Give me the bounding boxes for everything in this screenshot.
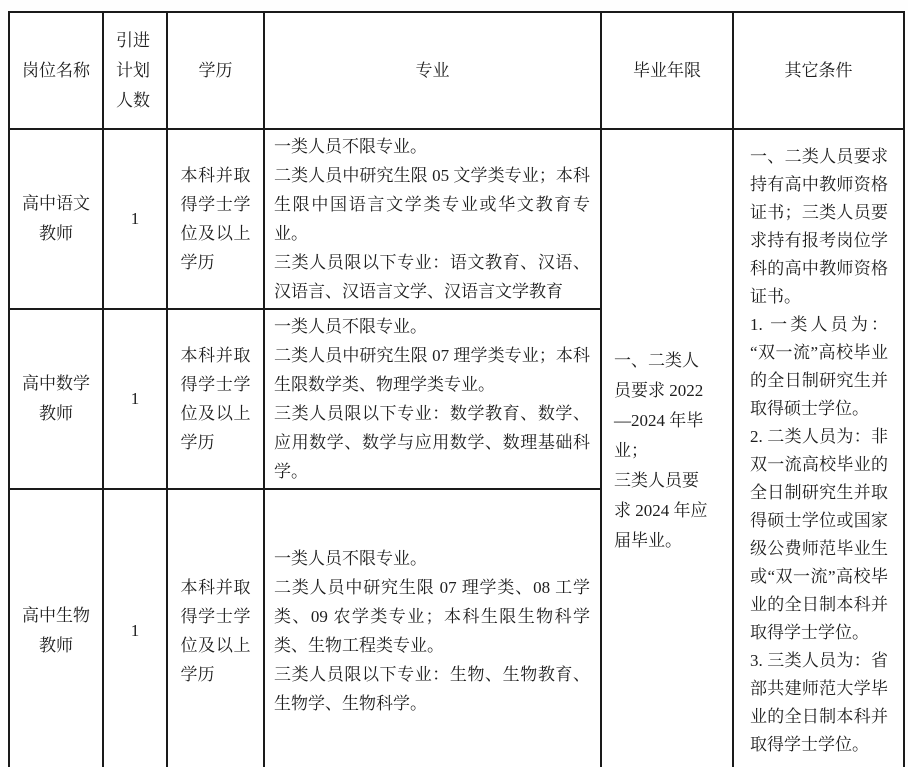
major-paragraph: 二类人员中研究生限 07 理学类、08 工学类、09 农学类专业；本科生限生物科学类、生物工程类专业。 [274, 577, 590, 655]
education-text: 本科并取得学士学位及以上学历 [180, 166, 251, 272]
major-paragraph: 三类人员限以下专业：数学教育、数学、应用数学、数学与应用数学、数理基础科学。 [274, 404, 590, 481]
header-education [167, 12, 264, 129]
plan-count-cell: 1 [103, 309, 167, 489]
plan-count-cell: 1 [103, 129, 167, 309]
position-label: 高中语文教师 [22, 194, 90, 243]
other-conditions-merged-cell [733, 129, 904, 767]
other-condition-paragraph: 2. 二类人员为：非双一流高校毕业的全日制研究生并取得硕士学位或国家级公费师范毕业生或“双一流”高校毕业的全日制本科并取得学士学位。 [750, 426, 888, 642]
major-paragraph: 一类人员不限专业。 [274, 548, 427, 568]
other-condition-paragraph: 3. 三类人员为：省部共建师范大学毕业的全日制本科并取得学士学位。 [750, 650, 888, 754]
major-paragraph: 一类人员不限专业。 [274, 137, 427, 156]
education-cell [167, 129, 264, 309]
other-condition-paragraph: 1. 一类人员为：“双一流”高校毕业的全日制研究生并取得硕士学位。 [750, 314, 888, 418]
education-text: 本科并取得学士学位及以上学历 [180, 346, 251, 452]
header-graduation-label: 毕业年限 [633, 60, 701, 80]
major-paragraph: 三类人员限以下专业：生物、生物教育、生物学、生物科学。 [274, 664, 590, 713]
education-cell [167, 489, 264, 767]
major-text [265, 130, 600, 308]
header-major [264, 12, 601, 129]
header-education-label: 学历 [198, 60, 233, 80]
education-text: 本科并取得学士学位及以上学历 [180, 577, 251, 684]
graduation-text [614, 346, 708, 556]
graduation-line: 一、二类人员要求 2022—2024 年毕业； [614, 350, 704, 460]
table-row-chinese-teacher [9, 129, 904, 309]
header-other [733, 12, 904, 129]
major-cell [264, 309, 601, 489]
plan-count-cell: 1 [103, 489, 167, 767]
position-label: 高中生物教师 [22, 605, 90, 655]
major-paragraph: 二类人员中研究生限 07 理学类专业；本科生限数学类、物理学类专业。 [274, 346, 590, 394]
major-paragraph: 一类人员不限专业。 [274, 317, 427, 336]
major-paragraph: 二类人员中研究生限 05 文学类专业；本科生限中国语言文学类专业或华文教育专业。 [274, 166, 590, 243]
header-graduation [601, 12, 733, 129]
education-cell [167, 309, 264, 489]
position-cell [9, 129, 103, 309]
teacher-recruitment-table [8, 11, 905, 767]
major-text [265, 310, 600, 488]
header-major-label: 专业 [415, 60, 450, 80]
other-conditions-text [734, 143, 903, 759]
position-cell [9, 489, 103, 767]
header-plan-count-label: 引进计划人数 [116, 30, 150, 110]
graduation-merged-cell [601, 129, 733, 767]
header-plan-count [103, 12, 167, 129]
major-cell [264, 489, 601, 767]
major-cell [264, 129, 601, 309]
table-header-row [9, 12, 904, 129]
position-label: 高中数学教师 [22, 374, 90, 423]
header-position-label: 岗位名称 [22, 60, 90, 80]
header-position [9, 12, 103, 129]
position-cell [9, 309, 103, 489]
header-other-label: 其它条件 [784, 60, 853, 80]
major-text [265, 542, 600, 720]
major-paragraph: 三类人员限以下专业：语文教育、汉语、汉语言、汉语言文学、汉语言文学教育 [274, 253, 590, 301]
graduation-line: 三类人员要求 2024 年应届毕业。 [614, 470, 708, 550]
other-condition-paragraph: 一、二类人员要求持有高中教师资格证书；三类人员要求持有报考岗位学科的高中教师资格证书。 [750, 146, 888, 306]
